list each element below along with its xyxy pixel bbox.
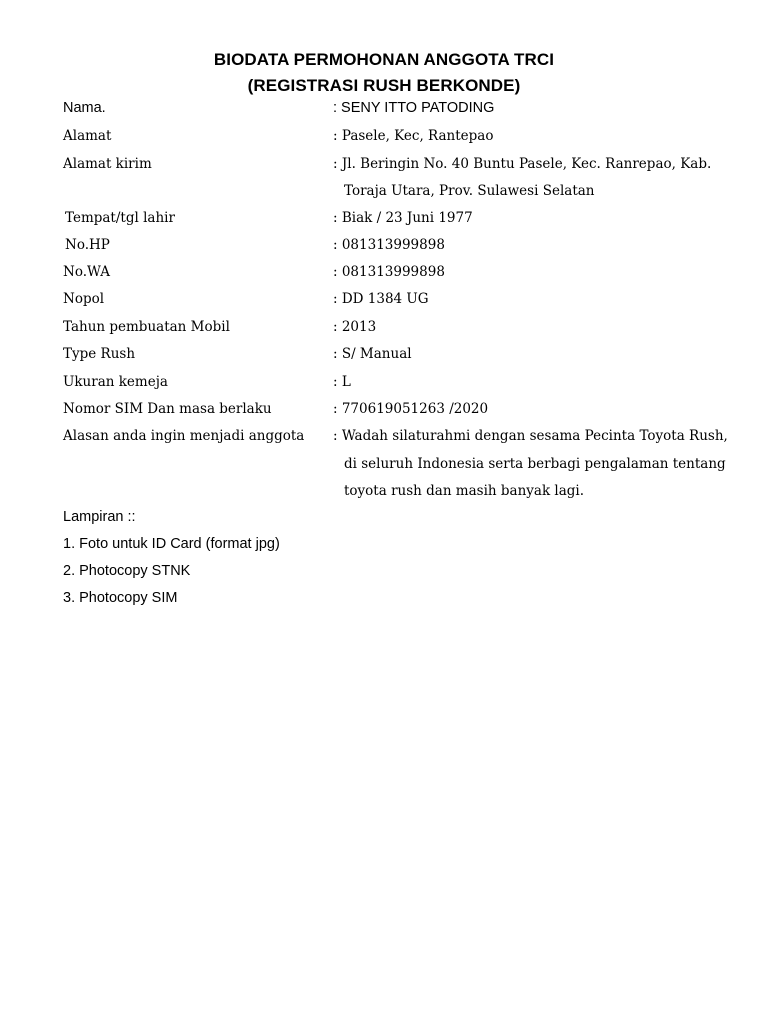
field-label: Alamat bbox=[63, 128, 112, 144]
field-value: : Jl. Beringin No. 40 Buntu Pasele, Kec. Ranrepao, Kab. bbox=[333, 156, 712, 172]
attachment-item: 1. Foto untuk ID Card (format jpg) bbox=[63, 536, 280, 552]
field-label: Tempat/tgl lahir bbox=[65, 210, 175, 226]
field-value: : 081313999898 bbox=[333, 237, 445, 253]
field-value: : L bbox=[333, 374, 351, 390]
field-value: : 770619051263 /2020 bbox=[333, 401, 489, 417]
field-value: : 2013 bbox=[333, 319, 377, 335]
field-label: Type Rush bbox=[63, 346, 136, 362]
document-subtitle: (REGISTRASI RUSH BERKONDE) bbox=[247, 76, 521, 95]
field-label: Alasan anda ingin menjadi anggota bbox=[63, 428, 305, 444]
field-label: Nomor SIM Dan masa berlaku bbox=[63, 401, 272, 417]
field-value: : Biak / 23 Juni 1977 bbox=[333, 210, 473, 226]
field-value: : 081313999898 bbox=[333, 264, 445, 280]
field-value-continuation: toyota rush dan masih banyak lagi. bbox=[344, 483, 585, 499]
attachment-item: 2. Photocopy STNK bbox=[63, 563, 191, 579]
field-value: : SENY ITTO PATODING bbox=[333, 100, 495, 116]
field-value-continuation: di seluruh Indonesia serta berbagi pengalaman tentang bbox=[344, 456, 726, 472]
field-value: : S/ Manual bbox=[333, 346, 412, 362]
document-title: BIODATA PERMOHONAN ANGGOTA TRCI bbox=[213, 50, 555, 69]
field-value: : Wadah silaturahmi dengan sesama Pecinta Toyota Rush, bbox=[333, 428, 728, 444]
field-value: : DD 1384 UG bbox=[333, 291, 429, 307]
attachments-heading: Lampiran :: bbox=[63, 509, 136, 525]
field-label: Tahun pembuatan Mobil bbox=[63, 319, 230, 335]
field-label: Nopol bbox=[63, 291, 105, 307]
field-label: Ukuran kemeja bbox=[63, 374, 168, 390]
field-value: : Pasele, Kec, Rantepao bbox=[333, 128, 494, 144]
field-label: No.HP bbox=[65, 237, 110, 253]
field-label: No.WA bbox=[63, 264, 110, 280]
field-value-continuation: Toraja Utara, Prov. Sulawesi Selatan bbox=[344, 183, 595, 199]
field-label: Alamat kirim bbox=[63, 156, 152, 172]
attachment-item: 3. Photocopy SIM bbox=[63, 590, 178, 606]
field-label: Nama. bbox=[63, 100, 106, 116]
